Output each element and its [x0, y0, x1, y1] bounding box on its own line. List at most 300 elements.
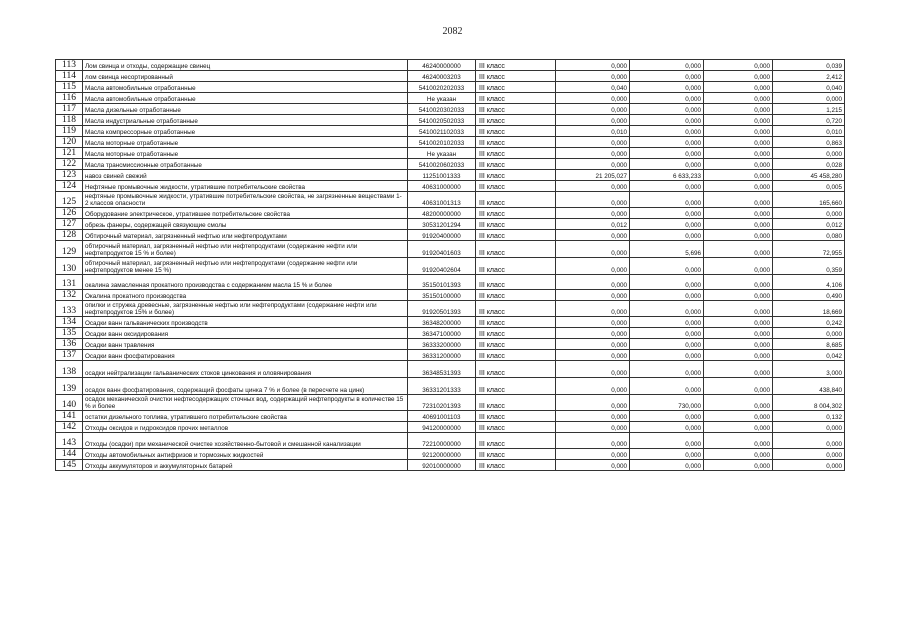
hazard-class: III класс: [476, 170, 556, 181]
value-col-4: 0,042: [773, 350, 845, 361]
hazard-class: III класс: [476, 317, 556, 328]
value-col-1: 0,000: [556, 71, 630, 82]
row-number: 129: [56, 241, 83, 258]
waste-code: 36333200000: [408, 339, 476, 350]
row-number: 128: [56, 230, 83, 241]
waste-name: Масла автомобильные отработанные: [83, 93, 408, 104]
value-col-2: 0,000: [630, 137, 704, 148]
value-col-1: 0,012: [556, 219, 630, 230]
value-col-1: 0,000: [556, 159, 630, 170]
value-col-3: 0,000: [704, 219, 773, 230]
hazard-class: III класс: [476, 230, 556, 241]
value-col-4: 0,000: [773, 93, 845, 104]
waste-code: 36347100000: [408, 328, 476, 339]
hazard-class: III класс: [476, 159, 556, 170]
value-col-3: 0,000: [704, 230, 773, 241]
row-number: 126: [56, 208, 83, 219]
table-row: [56, 317, 845, 328]
value-col-2: 0,000: [630, 230, 704, 241]
waste-code: 72210000000: [408, 433, 476, 449]
waste-name: Масла моторные отработанные: [83, 148, 408, 159]
waste-code: Не указан: [408, 93, 476, 104]
waste-name: Нефтяные промывочные жидкости, утратившие потребительские свойства: [83, 181, 408, 192]
waste-name: Осадки ванн оксидирования: [83, 328, 408, 339]
row-number: 121: [56, 148, 83, 159]
value-col-3: 0,000: [704, 350, 773, 361]
value-col-1: 0,000: [556, 411, 630, 422]
waste-code: 36348531393: [408, 361, 476, 378]
value-col-4: 0,000: [773, 148, 845, 159]
value-col-4: 4,106: [773, 275, 845, 290]
waste-code: 5410021102033: [408, 126, 476, 137]
value-col-1: 0,000: [556, 148, 630, 159]
table-row: [56, 258, 845, 275]
waste-code: 46240003203: [408, 71, 476, 82]
value-col-2: 0,000: [630, 181, 704, 192]
value-col-2: 0,000: [630, 208, 704, 219]
waste-code: 91920402604: [408, 258, 476, 275]
hazard-class: III класс: [476, 181, 556, 192]
table-row: [56, 159, 845, 170]
waste-name: Обтирочный материал, загрязненный нефтью или нефтепродуктами: [83, 230, 408, 241]
waste-name: Масла дизельные отработанные: [83, 104, 408, 115]
value-col-1: 0,000: [556, 301, 630, 317]
value-col-2: 0,000: [630, 104, 704, 115]
hazard-class: III класс: [476, 148, 556, 159]
value-col-1: 0,000: [556, 433, 630, 449]
value-col-2: 0,000: [630, 433, 704, 449]
row-number: 116: [56, 93, 83, 104]
value-col-2: 0,000: [630, 258, 704, 275]
waste-code: 5410020602033: [408, 159, 476, 170]
value-col-4: 8 004,302: [773, 395, 845, 411]
value-col-2: 0,000: [630, 411, 704, 422]
value-col-3: 0,000: [704, 422, 773, 433]
table-row: [56, 192, 845, 208]
value-col-4: 0,040: [773, 82, 845, 93]
table-row: [56, 241, 845, 258]
hazard-class: III класс: [476, 241, 556, 258]
table-row: [56, 115, 845, 126]
row-number: 122: [56, 159, 83, 170]
value-col-4: 45 458,280: [773, 170, 845, 181]
value-col-1: 0,000: [556, 378, 630, 395]
table-row: [56, 350, 845, 361]
value-col-1: 0,000: [556, 422, 630, 433]
waste-code: 36331201333: [408, 378, 476, 395]
value-col-1: 0,000: [556, 460, 630, 471]
value-col-1: 0,000: [556, 395, 630, 411]
value-col-2: 0,000: [630, 82, 704, 93]
waste-name: Масла компрессорные отработанные: [83, 126, 408, 137]
value-col-4: 0,000: [773, 433, 845, 449]
row-number: 120: [56, 137, 83, 148]
value-col-1: 0,000: [556, 93, 630, 104]
table-row: [56, 460, 845, 471]
hazard-class: III класс: [476, 433, 556, 449]
value-col-3: 0,000: [704, 104, 773, 115]
row-number: 127: [56, 219, 83, 230]
value-col-1: 0,000: [556, 241, 630, 258]
waste-code: 48200000000: [408, 208, 476, 219]
value-col-4: 8,685: [773, 339, 845, 350]
waste-code: 72310201393: [408, 395, 476, 411]
value-col-4: 18,669: [773, 301, 845, 317]
table-row: [56, 93, 845, 104]
hazard-class: III класс: [476, 126, 556, 137]
value-col-3: 0,000: [704, 411, 773, 422]
value-col-2: 0,000: [630, 350, 704, 361]
hazard-class: III класс: [476, 460, 556, 471]
value-col-2: 0,000: [630, 317, 704, 328]
waste-code: 46240000000: [408, 60, 476, 71]
waste-name: Отходы (осадки) при механической очистке хозяйственно-бытовой и смешанной канализации: [83, 433, 408, 449]
waste-name: Окалина прокатного производства: [83, 290, 408, 301]
row-number: 125: [56, 192, 83, 208]
waste-code: 91920501393: [408, 301, 476, 317]
value-col-4: 0,000: [773, 460, 845, 471]
value-col-1: 0,000: [556, 192, 630, 208]
value-col-3: 0,000: [704, 115, 773, 126]
table-row: [56, 275, 845, 290]
value-col-3: 0,000: [704, 159, 773, 170]
value-col-3: 0,000: [704, 126, 773, 137]
hazard-class: III класс: [476, 449, 556, 460]
table-row: [56, 71, 845, 82]
hazard-class: III класс: [476, 350, 556, 361]
value-col-3: 0,000: [704, 433, 773, 449]
row-number: 138: [56, 361, 83, 378]
value-col-2: 0,000: [630, 71, 704, 82]
value-col-1: 0,000: [556, 60, 630, 71]
row-number: 136: [56, 339, 83, 350]
value-col-1: 0,000: [556, 115, 630, 126]
value-col-4: 0,000: [773, 208, 845, 219]
waste-name: Оборудование электрическое, утратившее потребительские свойства: [83, 208, 408, 219]
waste-code: Не указан: [408, 148, 476, 159]
value-col-4: 438,840: [773, 378, 845, 395]
value-col-3: 0,000: [704, 301, 773, 317]
table-row: [56, 339, 845, 350]
value-col-4: 165,660: [773, 192, 845, 208]
waste-name: Масла индустриальные отработанные: [83, 115, 408, 126]
value-col-2: 0,000: [630, 192, 704, 208]
waste-code: 92120000000: [408, 449, 476, 460]
value-col-4: 72,955: [773, 241, 845, 258]
waste-name: обрезь фанеры, содержащей связующие смолы: [83, 219, 408, 230]
table-row: [56, 104, 845, 115]
table-row: [56, 208, 845, 219]
row-number: 124: [56, 181, 83, 192]
hazard-class: III класс: [476, 208, 556, 219]
waste-name: Осадки ванн гальванических производств: [83, 317, 408, 328]
waste-code: 92010000000: [408, 460, 476, 471]
value-col-1: 0,000: [556, 350, 630, 361]
value-col-2: 0,000: [630, 290, 704, 301]
hazard-class: III класс: [476, 328, 556, 339]
value-col-1: 0,000: [556, 275, 630, 290]
waste-code: 30531201294: [408, 219, 476, 230]
waste-name: навоз свиней свежий: [83, 170, 408, 181]
waste-name: осадки нейтрализации гальванических стоков цинкования и оловянирования: [83, 361, 408, 378]
value-col-2: 0,000: [630, 126, 704, 137]
waste-table: [55, 59, 845, 471]
hazard-class: III класс: [476, 361, 556, 378]
value-col-3: 0,000: [704, 395, 773, 411]
value-col-3: 0,000: [704, 241, 773, 258]
value-col-4: 0,012: [773, 219, 845, 230]
row-number: 113: [56, 60, 83, 71]
value-col-2: 0,000: [630, 219, 704, 230]
value-col-4: 0,000: [773, 449, 845, 460]
hazard-class: III класс: [476, 93, 556, 104]
row-number: 140: [56, 395, 83, 411]
page-number: 2082: [442, 26, 463, 37]
value-col-4: 0,010: [773, 126, 845, 137]
value-col-2: 730,000: [630, 395, 704, 411]
value-col-3: 0,000: [704, 71, 773, 82]
value-col-1: 21 205,027: [556, 170, 630, 181]
value-col-2: 0,000: [630, 93, 704, 104]
value-col-3: 0,000: [704, 290, 773, 301]
waste-name: Отходы автомобильных антифризов и тормозных жидкостей: [83, 449, 408, 460]
value-col-2: 0,000: [630, 460, 704, 471]
value-col-3: 0,000: [704, 361, 773, 378]
row-number: 117: [56, 104, 83, 115]
table-row: [56, 148, 845, 159]
value-col-4: 0,080: [773, 230, 845, 241]
row-number: 143: [56, 433, 83, 449]
value-col-2: 0,000: [630, 328, 704, 339]
table-row: [56, 422, 845, 433]
value-col-2: 0,000: [630, 361, 704, 378]
row-number: 123: [56, 170, 83, 181]
table-row: [56, 395, 845, 411]
value-col-4: 0,005: [773, 181, 845, 192]
waste-name: остатки дизельного топлива, утратившего потребительские свойства: [83, 411, 408, 422]
hazard-class: III класс: [476, 290, 556, 301]
table-row: [56, 411, 845, 422]
value-col-2: 6 633,233: [630, 170, 704, 181]
table-row: [56, 170, 845, 181]
hazard-class: III класс: [476, 395, 556, 411]
value-col-4: 0,132: [773, 411, 845, 422]
waste-name: Отходы аккумуляторов и аккумуляторных батарей: [83, 460, 408, 471]
waste-name: Осадки ванн фосфатирования: [83, 350, 408, 361]
value-col-2: 0,000: [630, 60, 704, 71]
row-number: 139: [56, 378, 83, 395]
hazard-class: III класс: [476, 411, 556, 422]
waste-name: Масла трансмиссионные отработанные: [83, 159, 408, 170]
value-col-2: 0,000: [630, 301, 704, 317]
value-col-2: 5,696: [630, 241, 704, 258]
table-row: [56, 181, 845, 192]
value-col-2: 0,000: [630, 339, 704, 350]
waste-code: 5410020502033: [408, 115, 476, 126]
row-number: 131: [56, 275, 83, 290]
table-body: [56, 60, 845, 471]
row-number: 144: [56, 449, 83, 460]
waste-name: Отходы оксидов и гидроксидов прочих металлов: [83, 422, 408, 433]
row-number: 142: [56, 422, 83, 433]
row-number: 141: [56, 411, 83, 422]
table-row: [56, 290, 845, 301]
row-number: 137: [56, 350, 83, 361]
value-col-3: 0,000: [704, 275, 773, 290]
value-col-1: 0,000: [556, 361, 630, 378]
value-col-2: 0,000: [630, 159, 704, 170]
value-col-2: 0,000: [630, 422, 704, 433]
value-col-3: 0,000: [704, 60, 773, 71]
value-col-2: 0,000: [630, 378, 704, 395]
value-col-1: 0,000: [556, 137, 630, 148]
value-col-4: 0,039: [773, 60, 845, 71]
value-col-1: 0,000: [556, 317, 630, 328]
waste-name: обтирочный материал, загрязненный нефтью или нефтепродуктами (содержание нефти или нефтепродуктов 15 % и более): [83, 241, 408, 258]
waste-code: 5410020302033: [408, 104, 476, 115]
row-number: 130: [56, 258, 83, 275]
waste-name: опилки и стружка древесные, загрязненные нефтью или нефтепродуктами (содержание нефти или нефтепродуктов 15% и более): [83, 301, 408, 317]
value-col-1: 0,000: [556, 449, 630, 460]
table-row: [56, 137, 845, 148]
waste-name: осадок механической очистки нефтесодержащих сточных вод, содержащий нефтепродукты в количестве 15 % и более: [83, 395, 408, 411]
value-col-4: 3,000: [773, 361, 845, 378]
waste-code: 36331200000: [408, 350, 476, 361]
value-col-3: 0,000: [704, 82, 773, 93]
hazard-class: III класс: [476, 378, 556, 395]
table-row: [56, 82, 845, 93]
row-number: 133: [56, 301, 83, 317]
value-col-1: 0,000: [556, 208, 630, 219]
value-col-1: 0,000: [556, 258, 630, 275]
hazard-class: III класс: [476, 82, 556, 93]
row-number: 145: [56, 460, 83, 471]
waste-name: Масла автомобильные отработанные: [83, 82, 408, 93]
waste-code: 40631001313: [408, 192, 476, 208]
waste-name: Осадки ванн травления: [83, 339, 408, 350]
table-row: [56, 60, 845, 71]
value-col-3: 0,000: [704, 208, 773, 219]
waste-code: 35150101393: [408, 275, 476, 290]
hazard-class: III класс: [476, 258, 556, 275]
table-row: [56, 219, 845, 230]
value-col-3: 0,000: [704, 181, 773, 192]
value-col-3: 0,000: [704, 328, 773, 339]
value-col-3: 0,000: [704, 378, 773, 395]
waste-code: 94120000000: [408, 422, 476, 433]
value-col-4: 0,028: [773, 159, 845, 170]
value-col-1: 0,010: [556, 126, 630, 137]
value-col-2: 0,000: [630, 275, 704, 290]
value-col-1: 0,000: [556, 339, 630, 350]
hazard-class: III класс: [476, 71, 556, 82]
row-number: 114: [56, 71, 83, 82]
waste-name: нефтяные промывочные жидкости, утратившие потребительские свойства, не загрязненные веществами 1-2 классов опасности: [83, 192, 408, 208]
value-col-3: 0,000: [704, 170, 773, 181]
table-row: [56, 433, 845, 449]
value-col-3: 0,000: [704, 148, 773, 159]
waste-code: 11251001333: [408, 170, 476, 181]
value-col-4: 0,359: [773, 258, 845, 275]
value-col-1: 0,040: [556, 82, 630, 93]
table-row: [56, 328, 845, 339]
hazard-class: III класс: [476, 219, 556, 230]
value-col-1: 0,000: [556, 290, 630, 301]
value-col-4: 1,215: [773, 104, 845, 115]
hazard-class: III класс: [476, 137, 556, 148]
waste-code: 40691001103: [408, 411, 476, 422]
waste-name: лом свинца несортированный: [83, 71, 408, 82]
waste-code: 5410020102033: [408, 137, 476, 148]
value-col-1: 0,000: [556, 230, 630, 241]
hazard-class: III класс: [476, 275, 556, 290]
value-col-4: 2,412: [773, 71, 845, 82]
waste-code: 40631000000: [408, 181, 476, 192]
hazard-class: III класс: [476, 104, 556, 115]
value-col-4: 0,490: [773, 290, 845, 301]
value-col-3: 0,000: [704, 137, 773, 148]
value-col-4: 0,000: [773, 422, 845, 433]
value-col-1: 0,000: [556, 104, 630, 115]
value-col-2: 0,000: [630, 148, 704, 159]
waste-code: 91920401603: [408, 241, 476, 258]
row-number: 135: [56, 328, 83, 339]
value-col-3: 0,000: [704, 258, 773, 275]
value-col-1: 0,000: [556, 328, 630, 339]
row-number: 119: [56, 126, 83, 137]
hazard-class: III класс: [476, 192, 556, 208]
row-number: 134: [56, 317, 83, 328]
table-row: [56, 378, 845, 395]
table-row: [56, 230, 845, 241]
waste-code: 5410020202033: [408, 82, 476, 93]
hazard-class: III класс: [476, 422, 556, 433]
waste-name: окалина замасленная прокатного производства с содержанием масла 15 % и более: [83, 275, 408, 290]
value-col-3: 0,000: [704, 93, 773, 104]
value-col-4: 0,242: [773, 317, 845, 328]
waste-name: Масла моторные отработанные: [83, 137, 408, 148]
waste-name: Лом свинца и отходы, содержащие свинец: [83, 60, 408, 71]
value-col-3: 0,000: [704, 449, 773, 460]
value-col-3: 0,000: [704, 460, 773, 471]
value-col-2: 0,000: [630, 449, 704, 460]
hazard-class: III класс: [476, 60, 556, 71]
value-col-3: 0,000: [704, 339, 773, 350]
value-col-4: 0,863: [773, 137, 845, 148]
hazard-class: III класс: [476, 301, 556, 317]
value-col-3: 0,000: [704, 192, 773, 208]
value-col-2: 0,000: [630, 115, 704, 126]
table-row: [56, 361, 845, 378]
value-col-3: 0,000: [704, 317, 773, 328]
table-row: [56, 301, 845, 317]
value-col-4: 0,720: [773, 115, 845, 126]
table-row: [56, 449, 845, 460]
value-col-4: 0,000: [773, 328, 845, 339]
waste-code: 36348200000: [408, 317, 476, 328]
row-number: 132: [56, 290, 83, 301]
hazard-class: III класс: [476, 115, 556, 126]
value-col-1: 0,000: [556, 181, 630, 192]
row-number: 118: [56, 115, 83, 126]
hazard-class: III класс: [476, 339, 556, 350]
waste-name: осадок ванн фосфатирования, содержащий фосфаты цинка 7 % и более (в пересчете на цинк): [83, 378, 408, 395]
table-row: [56, 126, 845, 137]
waste-code: 35150100000: [408, 290, 476, 301]
row-number: 115: [56, 82, 83, 93]
waste-name: обтирочный материал, загрязненный нефтью или нефтепродуктами (содержание нефти или нефтепродуктов менее 15 %): [83, 258, 408, 275]
waste-code: 91920400000: [408, 230, 476, 241]
